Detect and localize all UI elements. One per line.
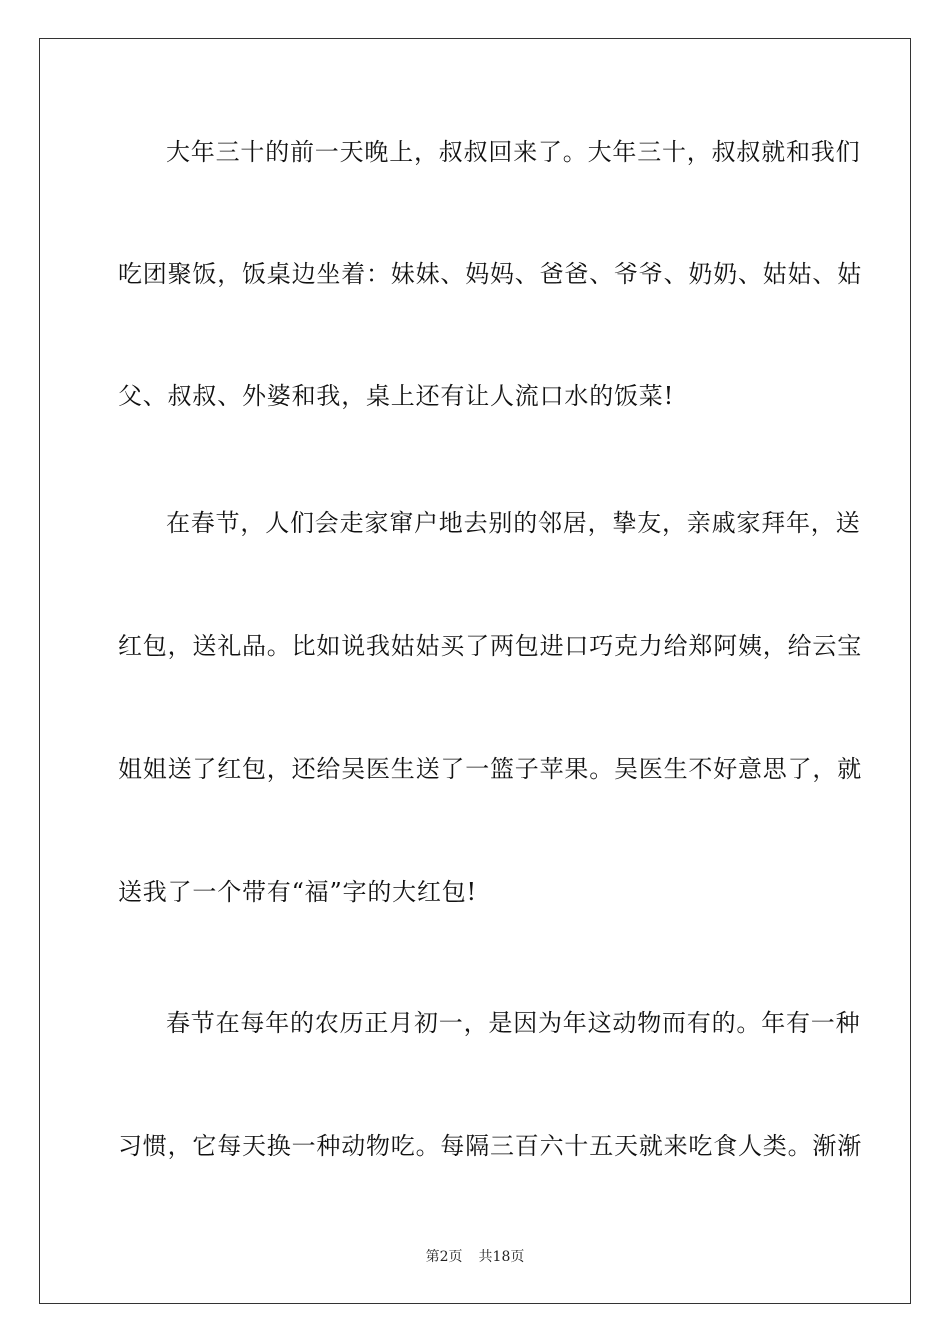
paragraph-1-line-3: 父、叔叔、外婆和我，桌上还有让人流口水的饭菜! [118, 382, 675, 410]
paragraph-2-line-3: 姐姐送了红包，还给吴医生送了一篮子苹果。吴医生不好意思了，就 [118, 755, 862, 783]
paragraph-3-line-2: 习惯，它每天换一种动物吃。每隔三百六十五天就来吃食人类。渐渐 [118, 1132, 862, 1160]
paragraph-2-line-4: 送我了一个带有“福”字的大红包! [118, 878, 477, 906]
page-footer [0, 1246, 950, 1266]
page-border [39, 38, 911, 1304]
page-number: 第2页 [425, 1249, 463, 1265]
paragraph-1-line-1: 大年三十的前一天晚上，叔叔回来了。大年三十，叔叔就和我们 [166, 138, 861, 166]
page-total: 共18页 [478, 1249, 525, 1265]
paragraph-3-line-1: 春节在每年的农历正月初一，是因为年这动物而有的。年有一种 [166, 1009, 861, 1037]
paragraph-1-line-2: 吃团聚饭，饭桌边坐着：妹妹、妈妈、爸爸、爷爷、奶奶、姑姑、姑 [118, 260, 862, 288]
paragraph-2-line-2: 红包，送礼品。比如说我姑姑买了两包进口巧克力给郑阿姨，给云宝 [118, 632, 862, 660]
paragraph-2-line-1: 在春节，人们会走家窜户地去别的邻居，挚友，亲戚家拜年，送 [166, 509, 861, 537]
